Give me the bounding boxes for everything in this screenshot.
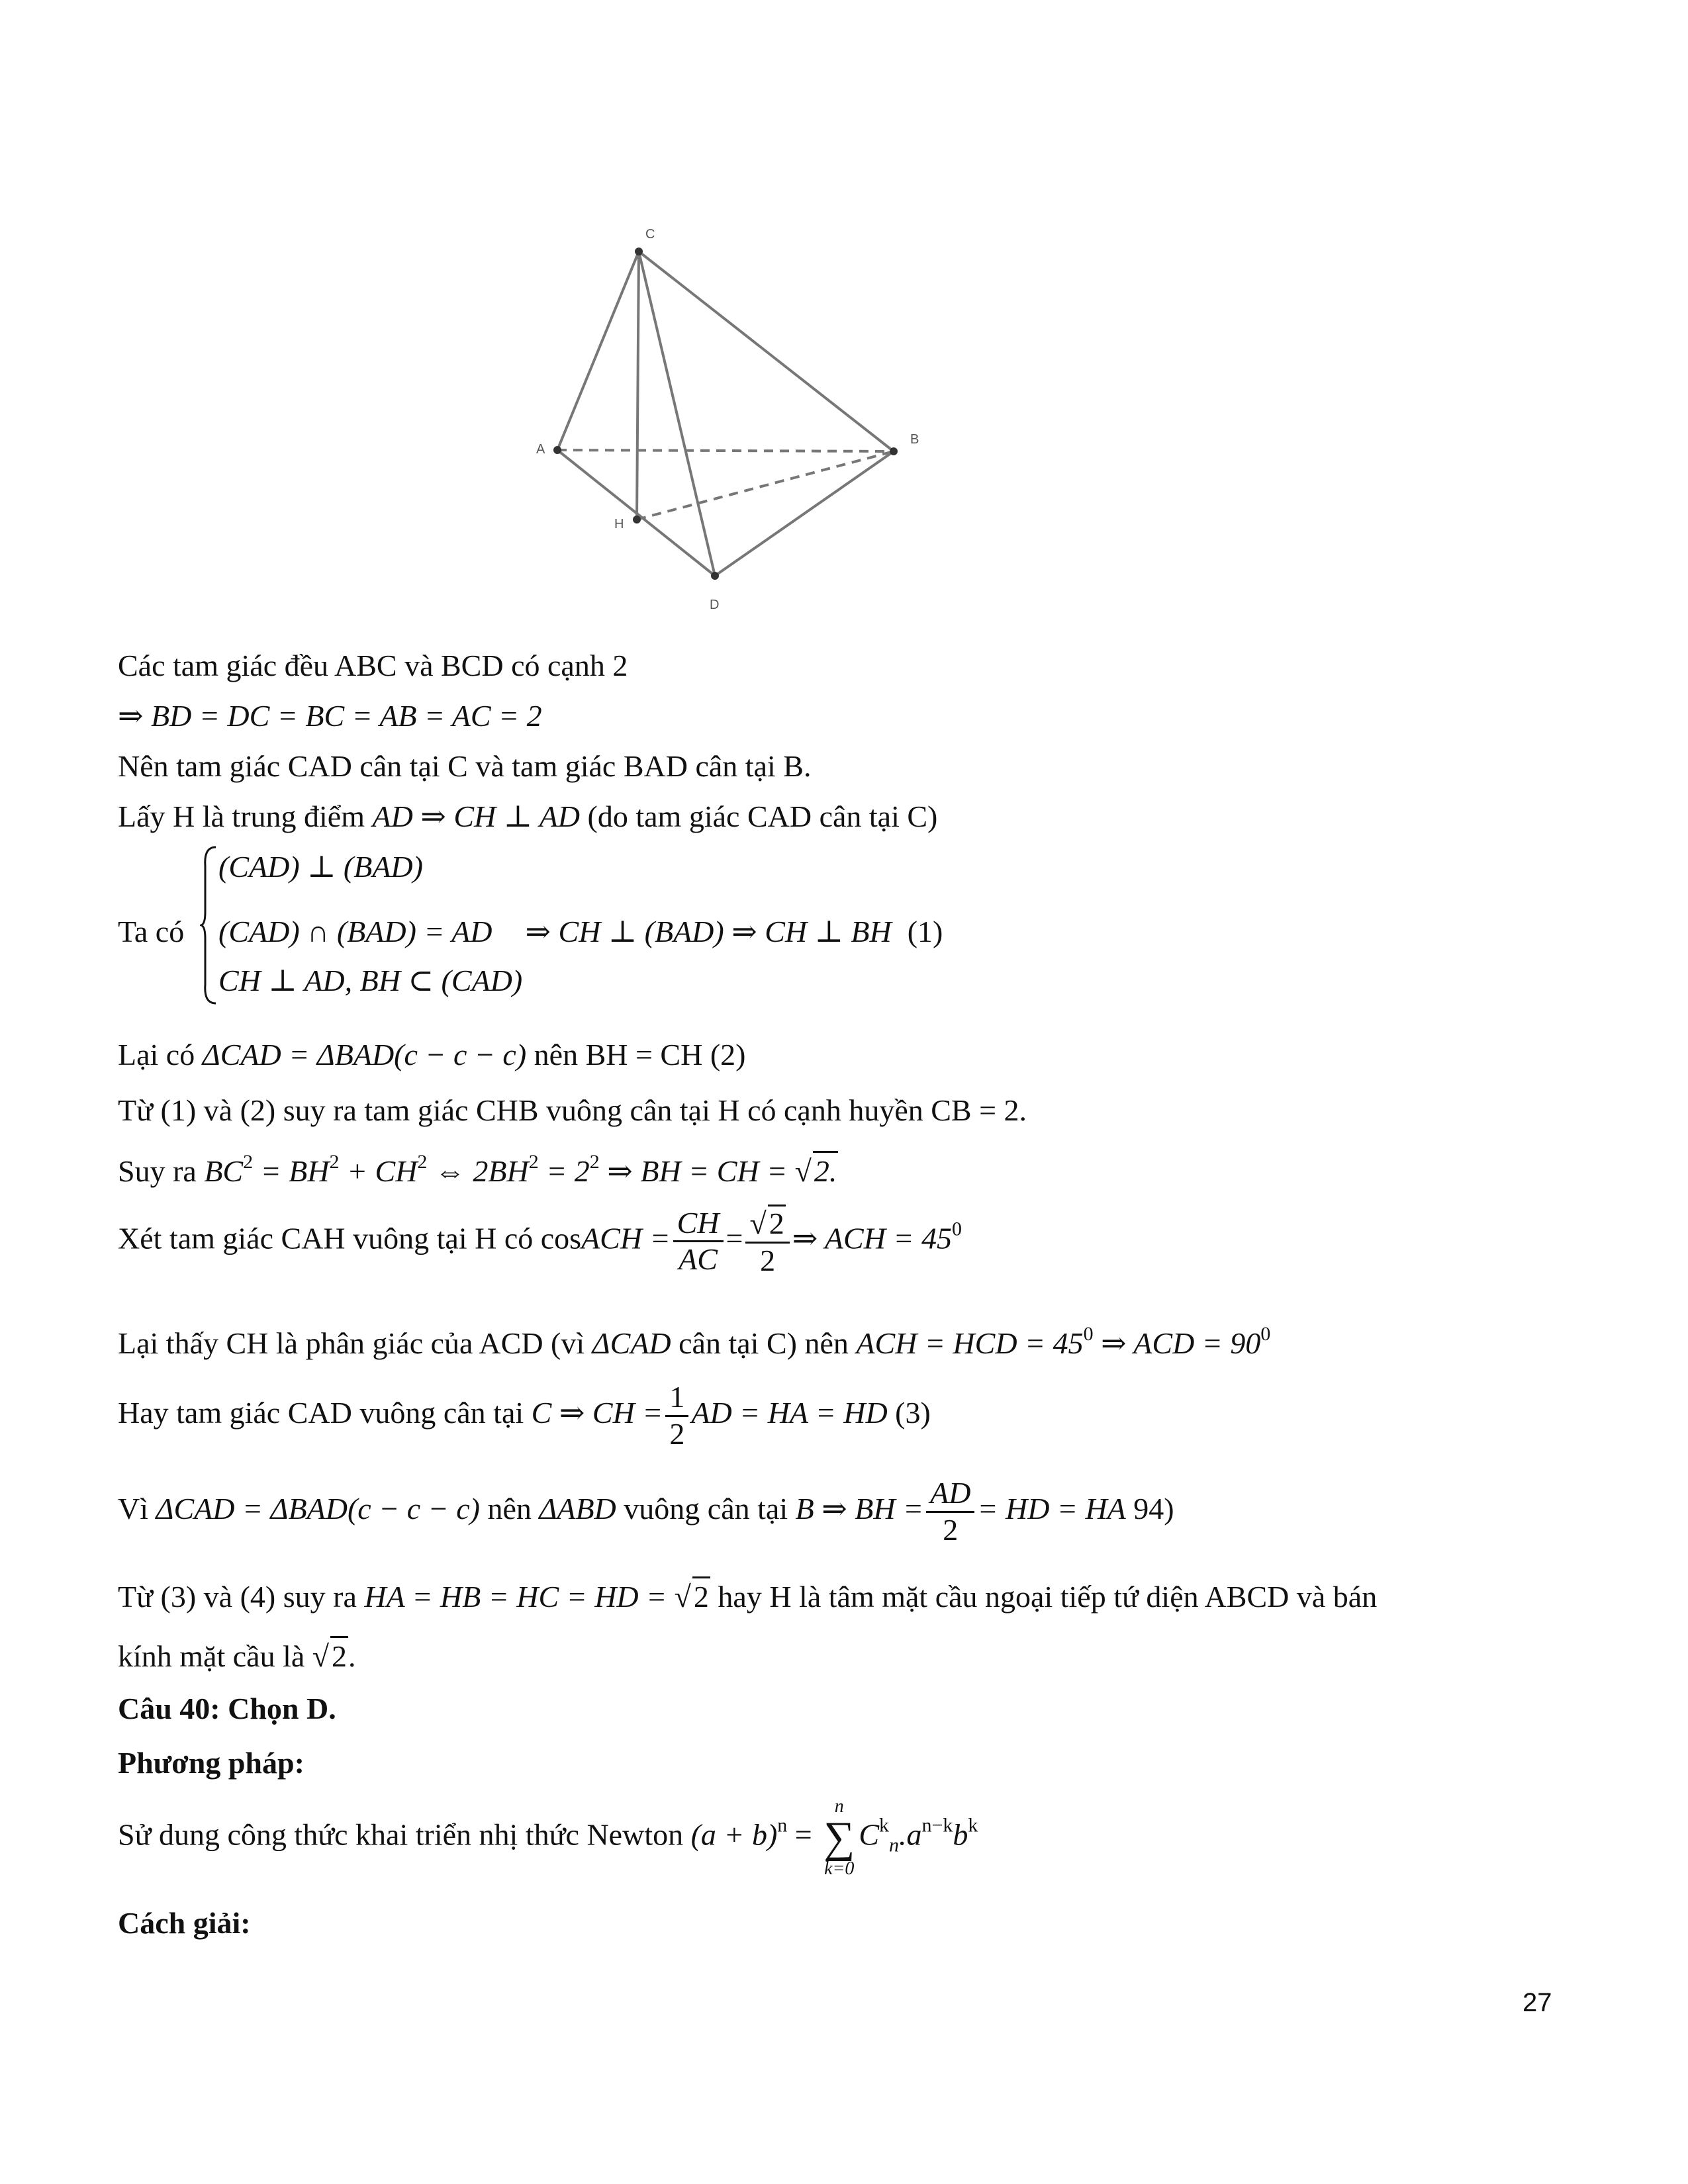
edge-cd — [639, 251, 715, 576]
ta-co-label: Ta có — [118, 915, 185, 948]
exponent: 2 — [329, 1151, 340, 1173]
text: kính mặt cầu là — [118, 1639, 312, 1673]
math: + CH — [339, 1154, 418, 1188]
text: Lại có — [118, 1038, 203, 1071]
degree: 0 — [951, 1218, 962, 1240]
text: Lại thấy CH là phân giác của ACD (vì — [118, 1326, 592, 1360]
summation: n ∑ k=0 — [823, 1796, 855, 1879]
exponent: 2 — [589, 1151, 600, 1173]
math: b — [953, 1817, 968, 1852]
text: Sử dung công thức khai triển nhị thức Newton — [118, 1817, 691, 1852]
exponent: 2 — [528, 1151, 539, 1173]
text-line-10 — [118, 1322, 1270, 1361]
text: nên BH = CH (2) — [526, 1038, 746, 1071]
math: ⇒ ACH = 45 — [792, 1221, 952, 1255]
sqrt-value: 2 — [692, 1576, 710, 1615]
label-1: (1) — [907, 915, 943, 948]
math: = 2 — [538, 1154, 590, 1188]
system-line-3: CH ⊥ AD, BH ⊂ (CAD) — [218, 964, 523, 997]
math: = HD = HA — [977, 1491, 1126, 1525]
math: (a + b) — [690, 1817, 778, 1852]
text: (do tam giác CAD cân tại C) — [580, 799, 938, 833]
exponent: n−k — [921, 1814, 953, 1837]
math: B ⇒ BH = — [795, 1491, 924, 1525]
math: ΔCAD — [592, 1326, 671, 1360]
text: . — [348, 1639, 356, 1673]
text: cân tại C) nên — [671, 1326, 857, 1360]
label-4: 94) — [1125, 1491, 1174, 1525]
fraction-ad-2: $\frac{AD}{2}$ — [926, 1476, 974, 1548]
math: AD = HA = HD — [691, 1395, 888, 1430]
label-c: C — [645, 227, 655, 242]
label-a: A — [536, 442, 545, 457]
text-line-13: Từ (3) và (4) suy ra HA = HB = HC = HD = √2 hay H là tâm mặt cầu ngoại tiếp tứ diện ABCD và bán — [118, 1576, 1377, 1615]
math: ΔCAD = ΔBAD(c − c − c) — [202, 1038, 527, 1071]
text-line-8: Suy ra $BC^2 = BH^2 + CH^2$ ⇔ $2BH^2 = 2^2$ ⇒ BH = CH = √2. — [118, 1150, 838, 1189]
solution-heading: Cách giải: — [118, 1906, 251, 1940]
text: Lấy H là trung điểm — [118, 799, 373, 833]
text: hay H là tâm mặt cầu ngoại tiếp tứ diện ABCD và bán — [710, 1580, 1378, 1614]
math: ACH = HCD = 45 — [856, 1326, 1084, 1360]
math: C ⇒ CH = — [531, 1395, 663, 1430]
text-line-7: Từ (1) và (2) suy ra tam giác CHB vuông cân tại H có cạnh huyền CB = 2. — [118, 1093, 1027, 1127]
edge-ab-dashed — [557, 450, 894, 451]
math: ΔABD — [539, 1491, 616, 1525]
text: Vì — [118, 1491, 156, 1525]
math: ACH = — [581, 1221, 671, 1255]
math: BC — [204, 1154, 244, 1188]
math: ΔCAD = ΔBAD(c − c − c) — [156, 1491, 480, 1525]
math: ⇒ CH ⊥ (BAD) ⇒ CH ⊥ BH — [525, 915, 892, 948]
text-line-14: kính mặt cầu là √2. — [118, 1636, 356, 1674]
text-line-17 — [118, 1797, 978, 1878]
system-brace — [200, 846, 217, 1005]
edge-hb-dashed — [637, 451, 894, 520]
edge-bd — [715, 451, 894, 576]
math: = BH — [253, 1154, 330, 1188]
equation-sides: ⇒ BD = DC = BC = AB = AC = 2 — [118, 699, 542, 733]
text-line-1: Các tam giác đều ABC và BCD có cạnh 2 — [118, 649, 628, 682]
exponent: k — [879, 1814, 889, 1837]
page-number: 27 — [1523, 1988, 1552, 2017]
text: Từ (3) và (4) suy ra — [118, 1580, 365, 1614]
fraction-sqrt2-2: $\frac{√2}{2}$ — [745, 1205, 789, 1279]
sqrt-value: 2 — [330, 1636, 348, 1674]
text-line-9 — [118, 1205, 962, 1279]
math: ⇒ BH = CH = — [599, 1154, 795, 1188]
exponent: 2 — [243, 1151, 254, 1173]
math: (CAD) ∩ (BAD) = AD — [218, 915, 492, 948]
degree: 0 — [1083, 1323, 1094, 1345]
math: = — [787, 1817, 820, 1852]
question-heading: Câu 40: Chọn D. — [118, 1692, 336, 1725]
system-line-2 — [218, 913, 943, 950]
math: .a — [899, 1817, 922, 1852]
text: vuông cân tại — [616, 1491, 796, 1525]
label-b: B — [910, 432, 919, 447]
text: Xét tam giác CAH vuông tại H có cos — [118, 1221, 582, 1255]
edge-ca — [557, 251, 639, 450]
sqrt-value: 2. — [813, 1151, 839, 1189]
text-line-11 — [118, 1380, 931, 1452]
exponent: n — [777, 1814, 788, 1837]
math: = — [726, 1221, 743, 1255]
method-heading: Phương pháp: — [118, 1746, 305, 1780]
label-d: D — [710, 598, 720, 612]
math: AD ⇒ CH ⊥ AD — [372, 799, 581, 833]
edge-ch — [637, 251, 639, 520]
math: HA = HB = HC = HD = — [364, 1580, 675, 1614]
edge-cb — [639, 251, 894, 451]
math: ⇒ ACD = 90 — [1093, 1326, 1261, 1360]
math: ⇔ 2BH — [427, 1154, 529, 1188]
label-3: (3) — [887, 1395, 931, 1430]
text: nên — [479, 1491, 539, 1525]
text: Suy ra — [118, 1154, 205, 1188]
degree: 0 — [1260, 1323, 1271, 1345]
text-line-3: Nên tam giác CAD cân tại C và tam giác BAD cân tại B. — [118, 749, 812, 783]
label-h: H — [614, 517, 624, 531]
fraction-half: $\frac{1}{2}$ — [665, 1380, 688, 1452]
text-line-12 — [118, 1476, 1174, 1548]
exponent: k — [968, 1814, 978, 1837]
text-line-4 — [118, 798, 937, 835]
math: C — [859, 1817, 879, 1852]
subscript: n — [889, 1834, 899, 1856]
text-line-6 — [118, 1036, 745, 1073]
exponent: 2 — [417, 1151, 428, 1173]
tetrahedron-figure — [516, 218, 966, 629]
fraction-ch-ac: $\frac{CH}{AC}$ — [673, 1206, 724, 1278]
system-line-1: (CAD) ⊥ (BAD) — [218, 850, 423, 884]
text: Hay tam giác CAD vuông cân tại — [118, 1395, 532, 1430]
